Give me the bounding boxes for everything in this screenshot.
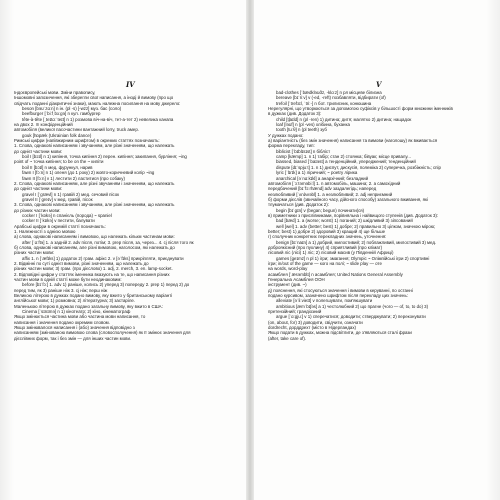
text-line: games [ɡeɪmz] n pl 1) ігри; змагання; Olympic ~ Олімпійські ігри 2) спортивні xyxy=(276,255,430,261)
page-text-block xyxy=(268,90,492,341)
text-line: автомобіля (великої пасочастини вантажний lorry, truck амер. xyxy=(14,127,139,133)
text-line: 2. Слова, однакові написанням, але різні звучанням і значенням, що належать xyxy=(14,180,175,186)
text-line: незлюбливий [ˈʌnlʌvəbl] 1. a незлюбливий; 2. adj неприємний xyxy=(268,191,393,197)
text-line: 1. Належності з однією мовою xyxy=(14,228,76,234)
text-line: до однієї частини мови: xyxy=(14,186,63,192)
text-line: dordrecht, дорддрехт (місто в Нідерландах) xyxy=(268,325,356,331)
text-line: begin [bɪˈgɪn] v (began; begun) починати(ся) xyxy=(276,207,365,213)
text-line: (after, take care of). xyxy=(268,335,307,341)
text-line: cocker II [ˈkɒkə] v пестити, балувати xyxy=(22,218,95,224)
text-line: доброякісний (про пухлину) 4) сприятливий (про клімат) xyxy=(268,244,383,250)
text-line: інструмент (див. ~) xyxy=(268,282,307,288)
text-line: на words, word-play xyxy=(268,266,308,272)
page-number: IV xyxy=(126,80,135,89)
text-line: Нерегулярні, що утворюються за допомогою суфіксів у більшості форм множини іменників xyxy=(268,106,453,112)
text-line: (on, about, for) 3) доводити, свідчити, означати xyxy=(268,319,363,325)
text-line: різних частин мови; 3) грам. (про дієслово) 1. adj, 2. merch, 3. en. lamp-socket. xyxy=(14,266,173,272)
text-line: gravel I [ˈgrævl] n 1) гравій 2) мед. сечовий пісок xyxy=(22,191,120,197)
text-line: в дужках (див. Додаток 3): xyxy=(268,111,322,117)
text-line: ambitious [æmˈbɪʃəs] a 1) честолюбний 2) що прагне (чого — of, to, to do) 3) xyxy=(276,303,429,309)
text-line: biassed, biased [ˈbaɪəst] a тенденційний, упереджений; тенденційний xyxy=(276,159,416,165)
text-line: англійської мови; 1) розмовна; 2) літературна; 3) застаріле. xyxy=(14,298,136,304)
text-line: Великою літерою в дужках подано вимову, яку вжито у британському варіанті xyxy=(14,293,173,299)
text-line: child [tʃaɪld] n (pl -ren) 1) дитина; дитя; малятко 2) дитина; нащадок xyxy=(276,116,412,122)
text-line: до однієї частини мови: xyxy=(14,148,63,154)
book-gutter xyxy=(246,0,254,500)
text-line: alleviate [əˈliːvieɪt] v полегшувати, пом'якшувати xyxy=(276,298,373,304)
text-line: б) слова, однакові написанням, але різні вимовою, наголосом, які належать до xyxy=(14,244,175,250)
text-line: better; best) 1) добре 2) здоровий 3) кращий 4) ще більше xyxy=(268,228,386,234)
text-line: trefoil [ˈtrefɔɪl, ˈtriː-] n бот. трилисник, конюшина xyxy=(276,100,372,106)
text-line: тлумачаться (див. Додаток 2): xyxy=(268,202,329,208)
text-line: а) слова, однакові написанням і вимовою, що належать кількм частинам мови: xyxy=(14,234,175,240)
text-line: дієслівних форм, так і без змін — для інших частин мови. xyxy=(14,335,132,341)
text-line: dispute [dɪˈspjuːt] 1. n 1) диспут, дискусія, полеміка 2) суперечка, розбіжність; спір xyxy=(276,164,441,170)
text-line: передбачений [bɪˈfɔːrhænd] adv заздалегідь; наперед xyxy=(268,186,377,192)
text-line: bad [bæd] 1. a (worse; worst) 1) поганий; 2) шкідливий 3) зіпсований xyxy=(276,218,413,224)
text-line: а) варіантність (без змін значення) написання та вимови (наголошу) як вживається xyxy=(268,138,438,144)
text-line: camp [kæmp] 1. n 1) табір; стан 2) стоянка; бівуак; місце привалу... xyxy=(276,154,411,160)
text-line: б) форми дієслів (звичайного часу, дійсного способу) загального вживання, які xyxy=(268,196,428,202)
text-line: affix 1. n [ˈæfɪks] 1) додаток 2) грам. афікс 2. v [əˈfɪks] прикріпляти, приєднувати xyxy=(22,255,184,261)
text-line: Cinema [ˈsɪnɪmə] n 1) кінотеатр; 2) кіно, кінематограф xyxy=(22,309,131,315)
text-line: fawn II [fɔːn] v 1) лестити 2) ластитися (про собаку) xyxy=(22,175,125,181)
text-line: д) пояснення, які стосуються значення і вимови в керуванні, по останні xyxy=(268,287,413,293)
text-line: 3. Слова, однакові написанням і звучанням, але різні значенням, що належать xyxy=(14,202,175,208)
text-line: Римські цифри (напівжирним шрифтом) в окремих статтях позначають: xyxy=(14,138,160,144)
text-line: beson [bəʊˈzɑːn] n ін. (pl -s) [-wzz] муз. бас (соло) xyxy=(22,106,122,112)
text-line: bereave [bɪˈriːv] v (-ed, -reft) позбавляти, відбирати (of) xyxy=(276,95,386,101)
text-line: подано курсивом, зазначено шрифтом після перекладу цих значень: xyxy=(268,293,408,299)
text-line: г) сполучник конкретних перекладних значень, уточнення: xyxy=(268,234,387,240)
page-edge-shadow xyxy=(0,0,14,500)
text-line: Генеральна Асамблея ООН xyxy=(268,277,325,283)
text-line: Іншомовні запозичення, які зберегли свої написання, а іноді й вимову (про що xyxy=(14,95,174,101)
text-line: свідчать поданні діакритичні знаки), мають належна посилання на мову джерело: xyxy=(14,100,181,106)
text-line: до різних частин мови: xyxy=(14,207,61,213)
text-line: lyric [ˈlɪrɪk] a 1) ліричний; ~ poetry лірика xyxy=(276,170,358,176)
text-line: Арабські цифри в окремій статті позначають: xyxy=(14,223,106,229)
text-line: Якщо подати в дужках, можна підсвітлити, де з'являються сталі фрази xyxy=(268,330,412,336)
text-line: well [wel] 1. adv (better; best) 1) добре; 2) правильно 3) цілком, значною мірою; xyxy=(276,223,436,229)
text-line: лісовий ліс (лісі) 1) ліс; 2) лісовий масив (у Південній Африці) xyxy=(268,250,394,256)
text-line: bad-clothes [ˈbædkləʊðz, -klɑːz] n рл місцеве білизна xyxy=(276,90,382,95)
text-line: У дужках подано: xyxy=(268,132,304,138)
text-line: Індоєвропейські мови. Зміни правопису, xyxy=(14,90,96,95)
page-text-block xyxy=(14,90,240,341)
text-line: Маленькою літерою в дужках подано загальну вимову, яку вжито в США: xyxy=(14,303,163,309)
text-line: частин мови в одній статті може бути неодинаковим: xyxy=(14,277,122,283)
text-line: boil I [bɔɪl] n 1) кипіння, точка кипіння 2) перен. кипіння; закипання, бурління; ~ing xyxy=(22,154,187,160)
text-line: argue [ˈɑːɡjuː] v 1) сперечатися; доводити; стверджувати; 2) переконувати xyxy=(276,314,426,320)
text-line: ігри; in/out of the game — кого на полі; ~ slide play — оте xyxy=(268,261,382,266)
text-line: Якщо змінювалося написання і (або) значення відповідно з xyxy=(14,325,135,331)
text-line: 1. Слова, однакові написанням і звучанням, але різні значенням, що належать xyxy=(14,143,175,149)
text-line: after [ˈɑːftə] 1. a задній 2. adv після, потім; 3. prep після, за, через... 4. cj після того як xyxy=(22,239,194,245)
text-line: 2. Відмінні по суті однієї вимови, різні значенням, що належать до xyxy=(14,261,149,266)
text-line: перед тим, як 3) раніше ніж 3. cj ніж; перш ніж xyxy=(14,287,108,293)
right-page xyxy=(250,0,500,500)
text-line: 2. Відповідні цифри у статтях іменника вказують на те, що написання різних xyxy=(14,271,170,277)
text-line: boil II [bɔɪl] n мед. фурункул, нарив xyxy=(22,164,93,170)
text-line: beefburger [ˈbiːfˌbɜːgə] n кул. гамбургер xyxy=(22,111,101,117)
text-line: Якщо змінюється частина мови або частина мови написання, то xyxy=(14,314,146,320)
text-line: fawn I [fɔːn] n 1) оленя (до 1 року) 2) жовто-коричневий колір ~ing xyxy=(22,170,155,176)
text-line: loaf [ləʊf] n (pl -ves) хлібина, буханка xyxy=(276,122,350,128)
text-line: tête-à-tête [ˌteɪtɑːˈteɪt] n 1) розмова віч-на-віч, тет-а-тет 2) невелика канапа xyxy=(22,116,174,122)
text-line: point of ~ точка кипіння; to be on the ~ кипіти xyxy=(14,159,104,165)
text-line: асамблея [ˈæsəmblɪ] n асамблея; United Nations General Assembly xyxy=(268,271,403,277)
text-line: на двох 2. ≅ конфіденційний xyxy=(14,122,73,128)
text-line: biblicist [ˈbɪblɪsɪst] n бібліст xyxy=(276,148,331,154)
text-line: cocker I [ˈkɒkə] n спанієль (порода) ~ spaniel xyxy=(22,212,112,218)
text-line: автомобіля [ˈɔːtəməbiːl] 1. n автомобіль, машина; 2. a самохідний xyxy=(268,180,401,186)
text-line: написання і значення подано окремим словом. xyxy=(14,319,110,325)
text-line: різних частин мови: xyxy=(14,250,55,256)
text-line: gravel II [ˈɡreɪv] v мед. гравій, пісок xyxy=(22,196,93,202)
text-line: gouk [hɒpæk (Ukrainian folk dance) xyxy=(22,132,92,138)
text-line: before [bɪˈfɔː] 1. adv 1) раніше, колись 2) уперед 3) попереду 2. prep 1) перед 2) до xyxy=(22,282,190,288)
text-line: написанням (змінованою вимовою слова (словосполучення) як її змінює значення для xyxy=(14,330,191,336)
text-line: претензійний; грандіозний xyxy=(268,309,322,315)
text-line: форма перекладу, тип: xyxy=(268,143,315,149)
text-line: benign [bɪˈnaɪn] a 1) добрий, милостивий; 2) поблажливий, милостивий 3) мед. xyxy=(276,239,437,245)
page-number: V xyxy=(376,80,382,89)
text-line: tooth [tuːθ] n (pl teeth) зуб xyxy=(276,127,327,133)
text-line: anarchical [əˈnɑːkɪkl] a анархічний; безладний xyxy=(276,175,369,181)
text-line: в) приметники з прислівниками, порівняльна і найвищого ступенів (див. Додаток 3): xyxy=(268,212,439,218)
